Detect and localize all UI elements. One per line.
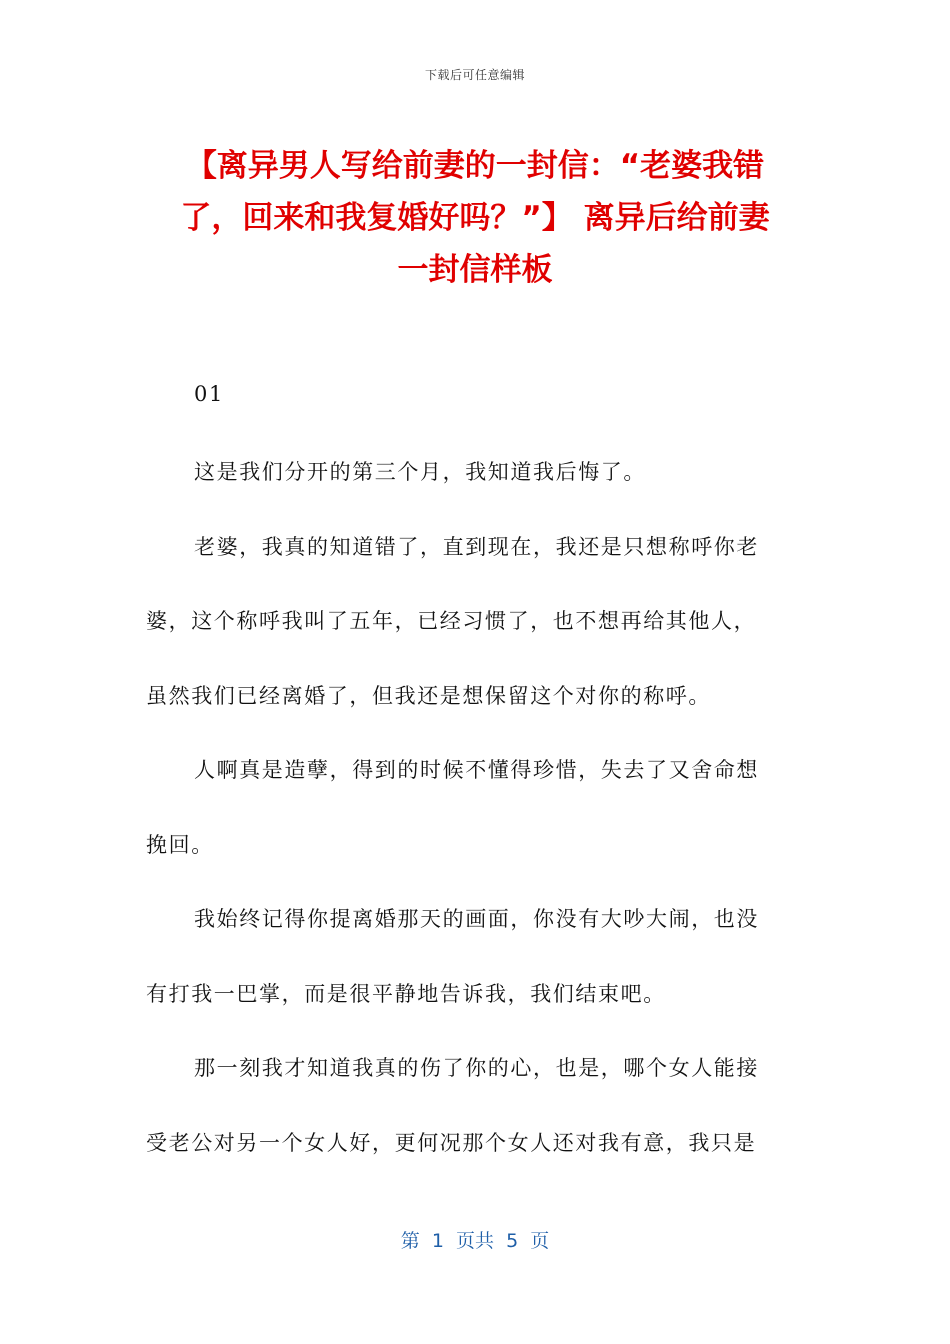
paragraph-line: 挽回。 [146, 833, 214, 857]
paragraph-line: 那一刻我才知道我真的伤了你的心，也是，哪个女人能接 [194, 1056, 759, 1080]
section-number: 01 [194, 382, 224, 406]
title-line: 【离异男人写给前妻的一封信：“老婆我错 [185, 148, 765, 184]
paragraph-line: 老婆，我真的知道错了，直到现在，我还是只想称呼你老 [194, 535, 759, 559]
title-line: 了，回来和我复婚好吗？”】 离异后给前妻 [180, 200, 770, 236]
header-note: 下载后可任意编辑 [424, 68, 525, 82]
paragraph-line: 人啊真是造孽，得到的时候不懂得珍惜，失去了又舍命想 [194, 758, 759, 782]
paragraph-line: 我始终记得你提离婚那天的画面，你没有大吵大闹，也没 [194, 907, 759, 931]
paragraph-line: 有打我一巴掌，而是很平静地告诉我，我们结束吧。 [146, 982, 666, 1006]
page-footer: 第 1 页共 5 页 [400, 1230, 550, 1252]
paragraph-line: 这是我们分开的第三个月，我知道我后悔了。 [194, 460, 646, 484]
document-title [140, 140, 810, 296]
paragraph-line: 虽然我们已经离婚了，但我还是想保留这个对你的称呼。 [146, 684, 711, 708]
title-line: 一封信样板 [397, 252, 553, 288]
paragraph-line: 婆，这个称呼我叫了五年，已经习惯了，也不想再给其他人， [146, 609, 757, 633]
paragraph-line: 受老公对另一个女人好，更何况那个女人还对我有意，我只是 [146, 1131, 757, 1155]
